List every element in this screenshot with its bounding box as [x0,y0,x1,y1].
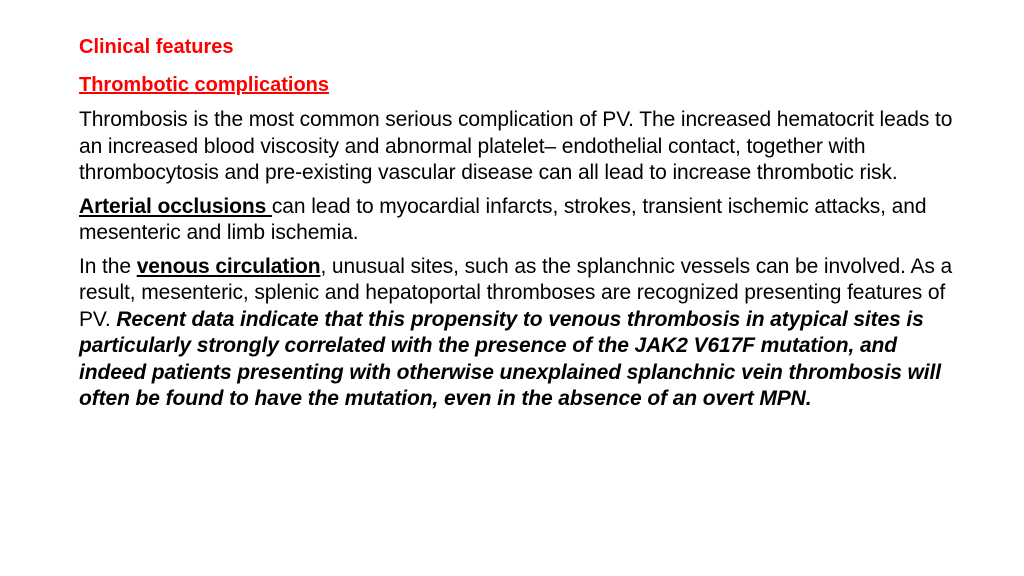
paragraph-arterial [79,194,964,247]
slide-title: Clinical features [79,36,234,58]
term-venous-circulation: venous circulation [136,254,321,278]
paragraph-venous [79,254,964,413]
arterial-text: can lead to myocardial infarcts, strokes, transient ischemic attacks, and mesenteric and limb ischemia. [79,194,927,244]
venous-emphasis: Recent data indicate that this propensity to venous thrombosis in atypical sites is particularly strongly correlated with the presence of the JAK2 V617F mutation, and indeed patients presenting with otherwise unexplained splanchnic vein thrombosis will often be found to have the mutation, even in the absence of an overt MPN. [79,307,941,410]
term-arterial-occlusions: Arterial occlusions [79,194,272,218]
venous-text: , unusual sites, such as the splanchnic vessels can be involved. As a result, mesenteric, splenic and hepatoportal thromboses are recognized presenting features of PV. [79,254,953,331]
slide-subtitle: Thrombotic complications [79,74,330,96]
paragraph-thrombosis: Thrombosis is the most common serious complication of PV. The increased hematocrit leads to an increased blood viscosity and abnormal platelet– endothelial contact, together with thrombocytosis and pre-existing vascular disease can all lead to increase thrombotic risk. [79,108,953,184]
venous-prefix: In the [79,254,137,278]
